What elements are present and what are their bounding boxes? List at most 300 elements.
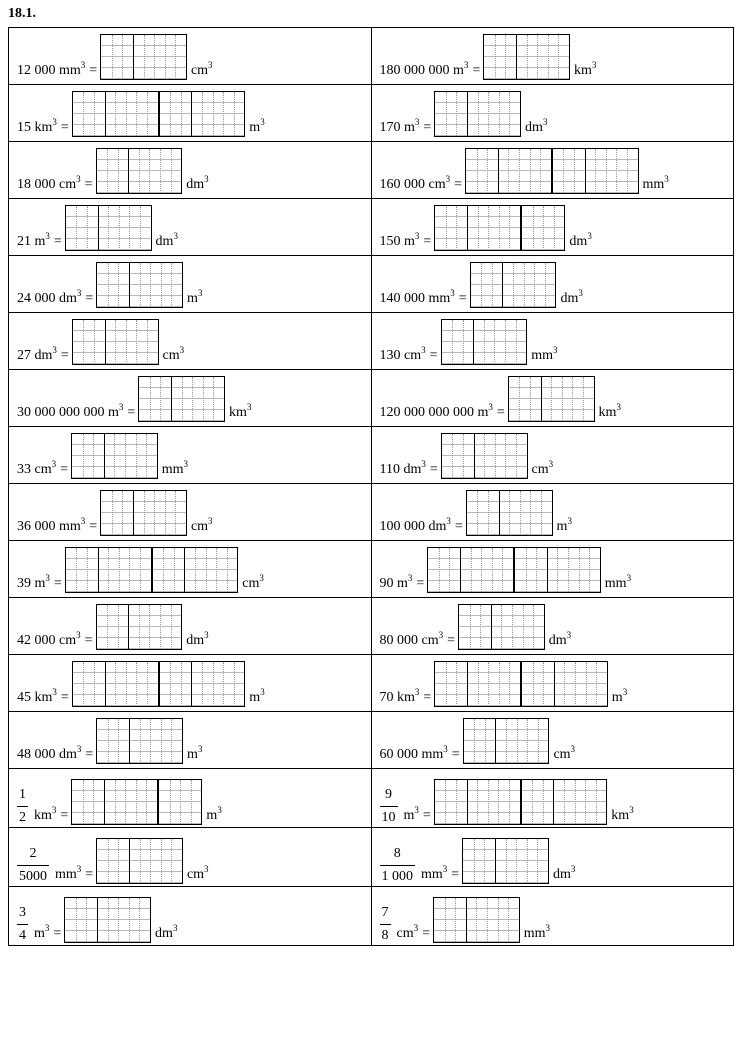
digit-cell[interactable] — [147, 92, 158, 136]
digit-cell[interactable] — [562, 377, 573, 421]
digit-cell[interactable] — [202, 662, 213, 706]
digit-cell[interactable] — [98, 548, 109, 592]
digit-cell[interactable] — [488, 491, 499, 535]
digit-cell[interactable] — [94, 320, 105, 364]
digit-cell[interactable] — [112, 491, 123, 535]
digit-cell[interactable] — [596, 662, 607, 706]
digit-cell[interactable] — [97, 898, 108, 942]
digit-cell[interactable] — [494, 320, 505, 364]
digit-cell[interactable] — [474, 719, 485, 763]
digit-cell[interactable] — [442, 320, 453, 364]
digit-cell[interactable] — [161, 839, 172, 883]
digit-cell[interactable] — [487, 898, 498, 942]
digit-cell[interactable] — [498, 898, 509, 942]
digit-cell[interactable] — [129, 898, 140, 942]
digit-cell[interactable] — [66, 206, 77, 250]
digit-cell[interactable] — [126, 92, 137, 136]
digit-cell[interactable] — [554, 206, 565, 250]
digit-cell[interactable] — [160, 92, 171, 136]
digit-cell[interactable] — [171, 149, 182, 193]
digit-cell[interactable] — [596, 780, 607, 824]
digit-cell[interactable] — [107, 149, 118, 193]
digit-cell[interactable] — [73, 92, 84, 136]
digit-cell[interactable] — [473, 320, 484, 364]
answer-grid[interactable] — [96, 262, 183, 308]
digit-cell[interactable] — [153, 548, 164, 592]
digit-cell[interactable] — [501, 605, 512, 649]
digit-cell[interactable] — [579, 548, 590, 592]
digit-cell[interactable] — [86, 898, 97, 942]
answer-grid[interactable] — [71, 433, 158, 479]
digit-cell[interactable] — [505, 434, 516, 478]
digit-cell[interactable] — [83, 434, 94, 478]
digit-cell[interactable] — [146, 780, 157, 824]
digit-cell[interactable] — [125, 434, 136, 478]
digit-cell[interactable] — [129, 719, 140, 763]
answer-grid[interactable] — [463, 718, 550, 764]
digit-cell[interactable] — [181, 662, 192, 706]
digit-cell[interactable] — [463, 839, 474, 883]
digit-cell[interactable] — [139, 149, 150, 193]
digit-cell[interactable] — [108, 839, 119, 883]
digit-cell[interactable] — [87, 548, 98, 592]
digit-cell[interactable] — [467, 780, 478, 824]
digit-cell[interactable] — [140, 839, 151, 883]
digit-cell[interactable] — [136, 662, 147, 706]
digit-cell[interactable] — [119, 206, 130, 250]
answer-grid[interactable] — [470, 262, 557, 308]
digit-cell[interactable] — [522, 206, 533, 250]
digit-cell[interactable] — [128, 149, 139, 193]
digit-cell[interactable] — [478, 206, 489, 250]
answer-grid[interactable] — [138, 376, 225, 422]
digit-cell[interactable] — [93, 434, 104, 478]
answer-grid[interactable] — [466, 490, 553, 536]
digit-cell[interactable] — [554, 662, 565, 706]
digit-cell[interactable] — [509, 92, 520, 136]
digit-cell[interactable] — [499, 206, 510, 250]
digit-cell[interactable] — [545, 263, 556, 307]
digit-cell[interactable] — [452, 320, 463, 364]
digit-cell[interactable] — [499, 662, 510, 706]
digit-cell[interactable] — [466, 898, 477, 942]
digit-cell[interactable] — [506, 839, 517, 883]
digit-cell[interactable] — [488, 206, 499, 250]
digit-cell[interactable] — [94, 662, 105, 706]
answer-grid[interactable] — [71, 779, 202, 825]
digit-cell[interactable] — [171, 263, 182, 307]
digit-cell[interactable] — [488, 662, 499, 706]
digit-cell[interactable] — [509, 662, 520, 706]
digit-cell[interactable] — [488, 780, 499, 824]
digit-cell[interactable] — [467, 92, 478, 136]
digit-cell[interactable] — [537, 35, 548, 79]
digit-cell[interactable] — [464, 719, 475, 763]
answer-grid[interactable] — [434, 661, 608, 707]
digit-cell[interactable] — [471, 548, 482, 592]
digit-cell[interactable] — [449, 548, 460, 592]
digit-cell[interactable] — [136, 92, 147, 136]
digit-cell[interactable] — [133, 491, 144, 535]
digit-cell[interactable] — [495, 35, 506, 79]
digit-cell[interactable] — [129, 839, 140, 883]
digit-cell[interactable] — [553, 149, 564, 193]
digit-cell[interactable] — [508, 898, 519, 942]
digit-cell[interactable] — [180, 780, 191, 824]
digit-cell[interactable] — [519, 149, 530, 193]
digit-cell[interactable] — [122, 35, 133, 79]
digit-cell[interactable] — [575, 780, 586, 824]
digit-cell[interactable] — [76, 898, 87, 942]
digit-cell[interactable] — [216, 548, 227, 592]
digit-cell[interactable] — [101, 35, 112, 79]
answer-grid[interactable] — [65, 547, 239, 593]
digit-cell[interactable] — [234, 92, 245, 136]
digit-cell[interactable] — [532, 780, 543, 824]
digit-cell[interactable] — [181, 92, 192, 136]
digit-cell[interactable] — [104, 780, 115, 824]
digit-cell[interactable] — [154, 35, 165, 79]
digit-cell[interactable] — [118, 149, 129, 193]
digit-cell[interactable] — [139, 898, 150, 942]
digit-cell[interactable] — [527, 719, 538, 763]
digit-cell[interactable] — [530, 149, 541, 193]
answer-grid[interactable] — [434, 91, 521, 137]
digit-cell[interactable] — [97, 149, 108, 193]
digit-cell[interactable] — [149, 605, 160, 649]
digit-cell[interactable] — [115, 780, 126, 824]
digit-cell[interactable] — [512, 605, 523, 649]
digit-cell[interactable] — [139, 377, 150, 421]
answer-grid[interactable] — [441, 433, 528, 479]
digit-cell[interactable] — [446, 662, 457, 706]
digit-cell[interactable] — [541, 491, 552, 535]
digit-cell[interactable] — [515, 548, 526, 592]
digit-cell[interactable] — [144, 35, 155, 79]
digit-cell[interactable] — [140, 719, 151, 763]
digit-cell[interactable] — [530, 491, 541, 535]
digit-cell[interactable] — [537, 839, 548, 883]
digit-cell[interactable] — [108, 206, 119, 250]
digit-cell[interactable] — [191, 780, 202, 824]
answer-grid[interactable] — [100, 34, 187, 80]
digit-cell[interactable] — [455, 898, 466, 942]
digit-cell[interactable] — [445, 780, 456, 824]
digit-cell[interactable] — [140, 263, 151, 307]
digit-cell[interactable] — [435, 662, 446, 706]
digit-cell[interactable] — [136, 780, 147, 824]
digit-cell[interactable] — [108, 548, 119, 592]
digit-cell[interactable] — [435, 206, 446, 250]
digit-cell[interactable] — [122, 491, 133, 535]
digit-cell[interactable] — [118, 839, 129, 883]
digit-cell[interactable] — [115, 662, 126, 706]
answer-grid[interactable] — [72, 661, 246, 707]
digit-cell[interactable] — [435, 92, 446, 136]
digit-cell[interactable] — [534, 263, 545, 307]
digit-cell[interactable] — [589, 548, 600, 592]
digit-cell[interactable] — [105, 320, 116, 364]
digit-cell[interactable] — [213, 377, 224, 421]
digit-cell[interactable] — [502, 548, 513, 592]
digit-cell[interactable] — [474, 434, 485, 478]
digit-cell[interactable] — [524, 263, 535, 307]
digit-cell[interactable] — [513, 263, 524, 307]
digit-cell[interactable] — [509, 780, 520, 824]
digit-cell[interactable] — [170, 662, 181, 706]
digit-cell[interactable] — [126, 662, 137, 706]
digit-cell[interactable] — [140, 548, 151, 592]
digit-cell[interactable] — [583, 377, 594, 421]
digit-cell[interactable] — [136, 434, 147, 478]
digit-cell[interactable] — [477, 780, 488, 824]
digit-cell[interactable] — [517, 719, 528, 763]
answer-grid[interactable] — [100, 490, 187, 536]
digit-cell[interactable] — [509, 206, 520, 250]
digit-cell[interactable] — [508, 149, 519, 193]
digit-cell[interactable] — [541, 377, 552, 421]
digit-cell[interactable] — [484, 839, 495, 883]
digit-cell[interactable] — [477, 491, 488, 535]
answer-grid[interactable] — [441, 319, 528, 365]
digit-cell[interactable] — [171, 839, 182, 883]
answer-grid[interactable] — [433, 897, 520, 943]
digit-cell[interactable] — [495, 434, 506, 478]
digit-cell[interactable] — [553, 780, 564, 824]
answer-grid[interactable] — [465, 148, 639, 194]
digit-cell[interactable] — [470, 605, 481, 649]
digit-cell[interactable] — [585, 149, 596, 193]
digit-cell[interactable] — [445, 898, 456, 942]
digit-cell[interactable] — [564, 780, 575, 824]
digit-cell[interactable] — [118, 898, 129, 942]
digit-cell[interactable] — [83, 320, 94, 364]
digit-cell[interactable] — [93, 780, 104, 824]
digit-cell[interactable] — [108, 898, 119, 942]
digit-cell[interactable] — [73, 662, 84, 706]
digit-cell[interactable] — [506, 719, 517, 763]
digit-cell[interactable] — [118, 719, 129, 763]
digit-cell[interactable] — [98, 206, 109, 250]
digit-cell[interactable] — [83, 92, 94, 136]
digit-cell[interactable] — [519, 377, 530, 421]
digit-cell[interactable] — [522, 662, 533, 706]
digit-cell[interactable] — [491, 605, 502, 649]
digit-cell[interactable] — [456, 662, 467, 706]
digit-cell[interactable] — [175, 491, 186, 535]
digit-cell[interactable] — [509, 377, 520, 421]
digit-cell[interactable] — [480, 605, 491, 649]
digit-cell[interactable] — [498, 780, 509, 824]
digit-cell[interactable] — [484, 35, 495, 79]
answer-grid[interactable] — [434, 779, 608, 825]
digit-cell[interactable] — [140, 206, 151, 250]
digit-cell[interactable] — [213, 92, 224, 136]
digit-cell[interactable] — [543, 206, 554, 250]
digit-cell[interactable] — [213, 662, 224, 706]
digit-cell[interactable] — [115, 320, 126, 364]
digit-cell[interactable] — [144, 491, 155, 535]
digit-cell[interactable] — [558, 35, 569, 79]
digit-cell[interactable] — [160, 662, 171, 706]
digit-cell[interactable] — [477, 149, 488, 193]
digit-cell[interactable] — [154, 491, 165, 535]
digit-cell[interactable] — [467, 491, 478, 535]
digit-cell[interactable] — [530, 377, 541, 421]
answer-grid[interactable] — [458, 604, 545, 650]
digit-cell[interactable] — [456, 206, 467, 250]
digit-cell[interactable] — [516, 35, 527, 79]
digit-cell[interactable] — [499, 92, 510, 136]
digit-cell[interactable] — [467, 206, 478, 250]
digit-cell[interactable] — [129, 548, 140, 592]
answer-grid[interactable] — [96, 604, 183, 650]
answer-grid[interactable] — [64, 897, 151, 943]
digit-cell[interactable] — [150, 377, 161, 421]
digit-cell[interactable] — [223, 662, 234, 706]
digit-cell[interactable] — [538, 719, 549, 763]
answer-grid[interactable] — [434, 205, 565, 251]
digit-cell[interactable] — [585, 780, 596, 824]
digit-cell[interactable] — [192, 377, 203, 421]
digit-cell[interactable] — [540, 149, 551, 193]
digit-cell[interactable] — [223, 92, 234, 136]
digit-cell[interactable] — [191, 662, 202, 706]
digit-cell[interactable] — [488, 92, 499, 136]
digit-cell[interactable] — [485, 719, 496, 763]
digit-cell[interactable] — [118, 263, 129, 307]
digit-cell[interactable] — [547, 548, 558, 592]
digit-cell[interactable] — [104, 434, 115, 478]
digit-cell[interactable] — [463, 434, 474, 478]
digit-cell[interactable] — [170, 92, 181, 136]
digit-cell[interactable] — [516, 434, 527, 478]
digit-cell[interactable] — [452, 434, 463, 478]
digit-cell[interactable] — [76, 548, 87, 592]
digit-cell[interactable] — [206, 548, 217, 592]
answer-grid[interactable] — [508, 376, 595, 422]
digit-cell[interactable] — [159, 780, 170, 824]
digit-cell[interactable] — [76, 206, 87, 250]
digit-cell[interactable] — [543, 780, 554, 824]
digit-cell[interactable] — [73, 320, 84, 364]
digit-cell[interactable] — [170, 780, 181, 824]
digit-cell[interactable] — [481, 263, 492, 307]
digit-cell[interactable] — [227, 548, 238, 592]
digit-cell[interactable] — [533, 206, 544, 250]
digit-cell[interactable] — [527, 35, 538, 79]
digit-cell[interactable] — [466, 149, 477, 193]
digit-cell[interactable] — [105, 662, 116, 706]
digit-cell[interactable] — [527, 839, 538, 883]
digit-cell[interactable] — [83, 662, 94, 706]
digit-cell[interactable] — [456, 780, 467, 824]
digit-cell[interactable] — [203, 377, 214, 421]
digit-cell[interactable] — [476, 898, 487, 942]
digit-cell[interactable] — [147, 662, 158, 706]
digit-cell[interactable] — [474, 839, 485, 883]
digit-cell[interactable] — [150, 719, 161, 763]
digit-cell[interactable] — [108, 719, 119, 763]
digit-cell[interactable] — [499, 491, 510, 535]
digit-cell[interactable] — [492, 548, 503, 592]
digit-cell[interactable] — [101, 491, 112, 535]
digit-cell[interactable] — [564, 662, 575, 706]
digit-cell[interactable] — [163, 548, 174, 592]
digit-cell[interactable] — [105, 92, 116, 136]
digit-cell[interactable] — [125, 780, 136, 824]
digit-cell[interactable] — [533, 605, 544, 649]
digit-cell[interactable] — [428, 548, 439, 592]
digit-cell[interactable] — [484, 320, 495, 364]
digit-cell[interactable] — [557, 548, 568, 592]
digit-cell[interactable] — [484, 434, 495, 478]
answer-grid[interactable] — [462, 838, 549, 884]
digit-cell[interactable] — [184, 548, 195, 592]
digit-cell[interactable] — [533, 662, 544, 706]
digit-cell[interactable] — [439, 548, 450, 592]
digit-cell[interactable] — [481, 548, 492, 592]
digit-cell[interactable] — [129, 263, 140, 307]
digit-cell[interactable] — [202, 92, 213, 136]
digit-cell[interactable] — [442, 434, 453, 478]
answer-grid[interactable] — [96, 838, 183, 884]
digit-cell[interactable] — [97, 263, 108, 307]
digit-cell[interactable] — [182, 377, 193, 421]
digit-cell[interactable] — [129, 206, 140, 250]
digit-cell[interactable] — [87, 206, 98, 250]
digit-cell[interactable] — [495, 719, 506, 763]
digit-cell[interactable] — [136, 320, 147, 364]
answer-grid[interactable] — [72, 319, 159, 365]
digit-cell[interactable] — [94, 92, 105, 136]
digit-cell[interactable] — [150, 263, 161, 307]
digit-cell[interactable] — [595, 149, 606, 193]
digit-cell[interactable] — [522, 780, 533, 824]
digit-cell[interactable] — [128, 605, 139, 649]
digit-cell[interactable] — [126, 320, 137, 364]
digit-cell[interactable] — [195, 548, 206, 592]
digit-cell[interactable] — [112, 35, 123, 79]
digit-cell[interactable] — [572, 377, 583, 421]
digit-cell[interactable] — [160, 149, 171, 193]
digit-cell[interactable] — [478, 662, 489, 706]
digit-cell[interactable] — [516, 839, 527, 883]
digit-cell[interactable] — [606, 149, 617, 193]
digit-cell[interactable] — [478, 92, 489, 136]
digit-cell[interactable] — [526, 548, 537, 592]
digit-cell[interactable] — [72, 434, 83, 478]
digit-cell[interactable] — [146, 434, 157, 478]
digit-cell[interactable] — [72, 780, 83, 824]
digit-cell[interactable] — [456, 92, 467, 136]
digit-cell[interactable] — [175, 35, 186, 79]
digit-cell[interactable] — [139, 605, 150, 649]
digit-cell[interactable] — [523, 605, 534, 649]
answer-grid[interactable] — [427, 547, 601, 593]
digit-cell[interactable] — [160, 377, 171, 421]
digit-cell[interactable] — [434, 898, 445, 942]
digit-cell[interactable] — [174, 548, 185, 592]
digit-cell[interactable] — [97, 605, 108, 649]
digit-cell[interactable] — [160, 605, 171, 649]
digit-cell[interactable] — [467, 662, 478, 706]
digit-cell[interactable] — [460, 548, 471, 592]
digit-cell[interactable] — [114, 434, 125, 478]
digit-cell[interactable] — [97, 719, 108, 763]
answer-grid[interactable] — [96, 148, 183, 194]
digit-cell[interactable] — [548, 35, 559, 79]
